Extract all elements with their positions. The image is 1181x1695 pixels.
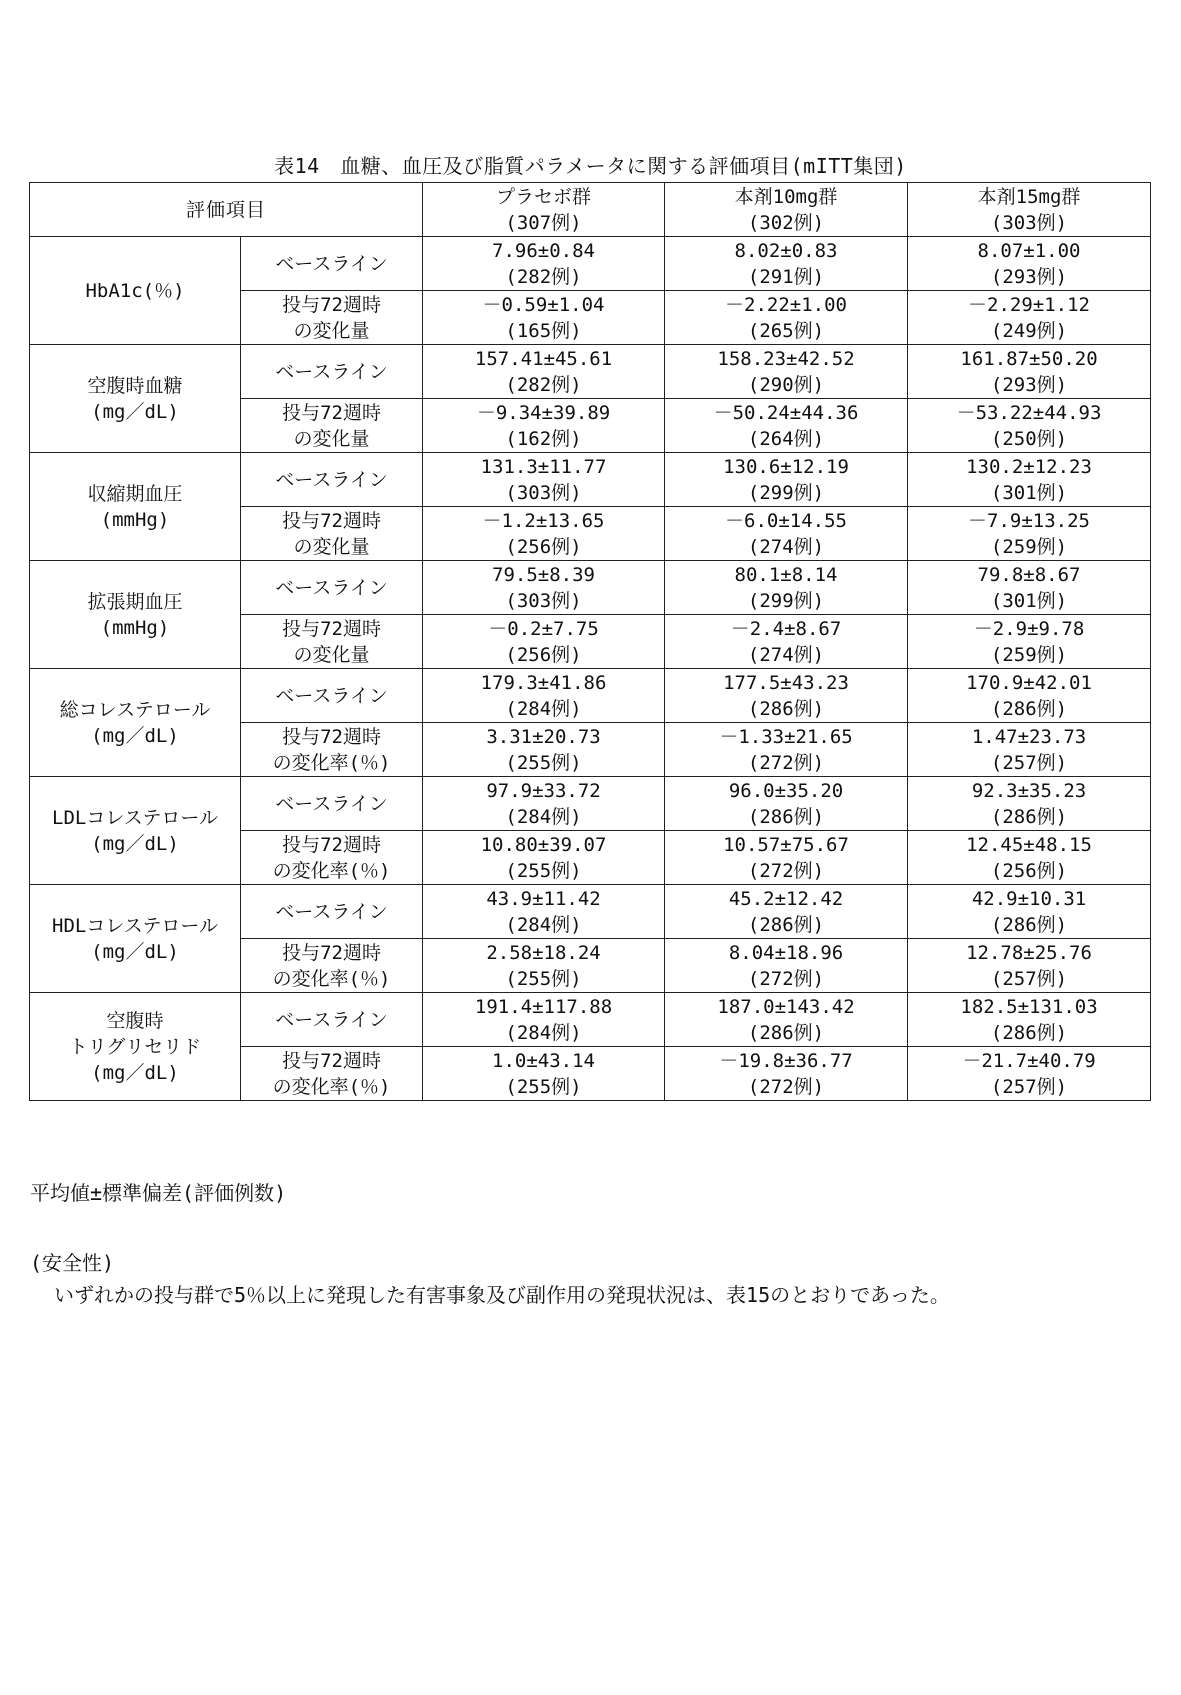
mean-sd-value: 177.5±43.23: [723, 671, 849, 694]
measure-label-line: 投与72週時: [282, 725, 381, 748]
value-cell-10mg: [665, 939, 908, 993]
measure-label-cell: [241, 237, 423, 291]
sample-count: (286例): [747, 805, 825, 828]
sample-count: (299例): [747, 589, 825, 612]
measure-label-line: 投与72週時: [282, 833, 381, 856]
table-caption: 表14 血糖、血圧及び脂質パラメータに関する評価項目(mITT集団): [274, 154, 907, 178]
measure-label-line: 投与72週時: [282, 401, 381, 424]
value-cell-placebo: [423, 1047, 665, 1101]
parameter-name-line: HbA1c(％): [85, 279, 185, 302]
header-10mg-group: 本剤10mg群: [734, 185, 838, 208]
mean-sd-value: －2.4±8.67: [730, 617, 842, 640]
parameter-name-cell: [30, 669, 241, 777]
mean-sd-value: 158.23±42.52: [717, 347, 855, 370]
sample-count: (255例): [505, 751, 582, 774]
mean-sd-value: 130.2±12.23: [966, 455, 1092, 478]
parameter-name-cell: [30, 777, 241, 885]
parameter-name-line: (mmHg): [100, 616, 170, 639]
sample-count: (291例): [747, 265, 825, 288]
mean-sd-value: －1.2±13.65: [482, 509, 605, 532]
measure-label-line: ベースライン: [275, 1008, 388, 1031]
value-cell-15mg: [908, 453, 1151, 507]
mean-sd-value: 10.80±39.07: [480, 833, 607, 856]
parameter-name-cell: [30, 237, 241, 345]
sample-count: (293例): [990, 265, 1068, 288]
sample-count: (257例): [990, 751, 1068, 774]
sample-count: (284例): [505, 805, 582, 828]
value-cell-10mg: [665, 831, 908, 885]
value-cell-15mg: [908, 939, 1151, 993]
sample-count: (284例): [505, 697, 582, 720]
measure-label-line: の変化率(％): [272, 859, 391, 882]
sample-count: (293例): [990, 373, 1068, 396]
header-10mg-n: (302例): [747, 211, 825, 234]
header-15mg-group: 本剤15mg群: [977, 185, 1081, 208]
mean-sd-value: 2.58±18.24: [486, 941, 601, 964]
sample-count: (259例): [990, 643, 1068, 666]
measure-label-line: 投与72週時: [282, 617, 381, 640]
sample-count: (282例): [505, 373, 582, 396]
mean-sd-value: 7.96±0.84: [492, 239, 595, 262]
value-cell-10mg: [665, 399, 908, 453]
parameter-name-line: (mg／dL): [91, 1061, 179, 1084]
value-cell-10mg: [665, 669, 908, 723]
sample-count: (272例): [747, 967, 825, 990]
mean-sd-value: 42.9±10.31: [971, 887, 1087, 910]
value-cell-placebo: [423, 399, 665, 453]
value-cell-placebo: [423, 561, 665, 615]
sample-count: (282例): [505, 265, 582, 288]
measure-label-line: 投与72週時: [282, 293, 381, 316]
sample-count: (165例): [505, 319, 582, 342]
sample-count: (264例): [747, 427, 825, 450]
value-cell-10mg: [665, 561, 908, 615]
sample-count: (274例): [747, 643, 825, 666]
value-cell-placebo: [423, 723, 665, 777]
value-cell-placebo: [423, 345, 665, 399]
value-cell-10mg: [665, 723, 908, 777]
mean-sd-value: 12.45±48.15: [966, 833, 1092, 856]
mean-sd-value: －21.7±40.79: [962, 1049, 1096, 1072]
mean-sd-value: 179.3±41.86: [480, 671, 607, 694]
mean-sd-value: 96.0±35.20: [728, 779, 844, 802]
value-cell-10mg: [665, 453, 908, 507]
measure-label-cell: [241, 993, 423, 1047]
value-cell-placebo: [423, 453, 665, 507]
measure-label-cell: [241, 777, 423, 831]
sample-count: (256例): [990, 859, 1068, 882]
mean-sd-value: 8.04±18.96: [728, 941, 844, 964]
mean-sd-value: 191.4±117.88: [474, 995, 613, 1018]
measure-label-line: ベースライン: [275, 900, 388, 923]
sample-count: (301例): [990, 481, 1068, 504]
sample-count: (286例): [747, 1021, 825, 1044]
sample-count: (249例): [990, 319, 1068, 342]
mean-sd-value: 8.07±1.00: [977, 239, 1081, 262]
sample-count: (272例): [747, 1075, 825, 1098]
header-placebo-group: プラセボ群: [496, 185, 592, 208]
measure-label-cell: [241, 885, 423, 939]
sample-count: (256例): [505, 643, 582, 666]
mean-sd-value: 170.9±42.01: [966, 671, 1092, 694]
sample-count: (272例): [747, 859, 825, 882]
measure-label-cell: [241, 723, 423, 777]
measure-label-cell: [241, 1047, 423, 1101]
mean-sd-value: 45.2±12.42: [728, 887, 844, 910]
value-cell-15mg: [908, 777, 1151, 831]
mean-sd-value: 131.3±11.77: [480, 455, 607, 478]
evaluation-table: [29, 182, 1151, 1101]
mean-sd-value: 43.9±11.42: [486, 887, 601, 910]
value-cell-10mg: [665, 291, 908, 345]
measure-label-cell: [241, 399, 423, 453]
value-cell-15mg: [908, 345, 1151, 399]
sample-count: (265例): [747, 319, 825, 342]
table-header-row: [30, 183, 1151, 237]
mean-sd-value: －19.8±36.77: [719, 1049, 853, 1072]
value-cell-10mg: [665, 777, 908, 831]
measure-label-line: 投与72週時: [282, 509, 381, 532]
mean-sd-value: 79.5±8.39: [492, 563, 595, 586]
table-footnote: 平均値±標準偏差(評価例数): [30, 1181, 287, 1205]
table-row: [30, 993, 1151, 1047]
mean-sd-value: －2.22±1.00: [725, 293, 847, 316]
mean-sd-value: 1.0±43.14: [492, 1049, 595, 1072]
measure-label-cell: [241, 831, 423, 885]
parameter-name-line: (mg／dL): [91, 940, 179, 963]
measure-label-line: の変化率(％): [272, 751, 391, 774]
value-cell-placebo: [423, 885, 665, 939]
sample-count: (162例): [505, 427, 582, 450]
sample-count: (303例): [505, 481, 582, 504]
mean-sd-value: －2.29±1.12: [968, 293, 1090, 316]
value-cell-10mg: [665, 615, 908, 669]
table-row: [30, 345, 1151, 399]
measure-label-line: ベースライン: [275, 792, 388, 815]
table-row: [30, 561, 1151, 615]
header-item: 評価項目: [30, 183, 423, 237]
value-cell-15mg: [908, 399, 1151, 453]
value-cell-10mg: [665, 1047, 908, 1101]
sample-count: (255例): [505, 967, 582, 990]
parameter-name-cell: [30, 885, 241, 993]
parameter-name-line: (mg／dL): [91, 400, 179, 423]
parameter-name-line: (mg／dL): [91, 832, 179, 855]
value-cell-placebo: [423, 615, 665, 669]
measure-label-line: 投与72週時: [282, 941, 381, 964]
measure-label-cell: [241, 561, 423, 615]
parameter-name-cell: [30, 453, 241, 561]
mean-sd-value: 1.47±23.73: [971, 725, 1087, 748]
mean-sd-value: 12.78±25.76: [966, 941, 1092, 964]
parameter-name-cell: [30, 561, 241, 669]
measure-label-line: ベースライン: [275, 252, 388, 275]
parameter-name-line: 空腹時血糖: [87, 374, 183, 397]
value-cell-placebo: [423, 237, 665, 291]
sample-count: (286例): [747, 913, 825, 936]
sample-count: (256例): [505, 535, 582, 558]
sample-count: (274例): [747, 535, 825, 558]
mean-sd-value: －2.9±9.78: [973, 617, 1085, 640]
table-row: [30, 237, 1151, 291]
parameter-name-line: HDLコレステロール: [52, 914, 218, 937]
mean-sd-value: －1.33±21.65: [719, 725, 853, 748]
sample-count: (286例): [747, 697, 825, 720]
header-15mg-n: (303例): [990, 211, 1068, 234]
value-cell-10mg: [665, 345, 908, 399]
value-cell-10mg: [665, 237, 908, 291]
mean-sd-value: －7.9±13.25: [968, 509, 1090, 532]
table-row: [30, 669, 1151, 723]
header-15mg: [908, 183, 1151, 237]
safety-heading: (安全性): [30, 1251, 115, 1275]
parameter-name-line: (mmHg): [100, 508, 170, 531]
measure-label-cell: [241, 345, 423, 399]
mean-sd-value: 157.41±45.61: [474, 347, 613, 370]
mean-sd-value: 182.5±131.03: [960, 995, 1098, 1018]
parameter-name-line: 空腹時: [106, 1009, 164, 1032]
measure-label-line: の変化量: [293, 535, 370, 558]
measure-label-cell: [241, 669, 423, 723]
value-cell-15mg: [908, 615, 1151, 669]
mean-sd-value: －50.24±44.36: [713, 401, 859, 424]
value-cell-placebo: [423, 993, 665, 1047]
measure-label-cell: [241, 507, 423, 561]
sample-count: (286例): [990, 805, 1068, 828]
table-row: [30, 777, 1151, 831]
value-cell-placebo: [423, 939, 665, 993]
value-cell-10mg: [665, 885, 908, 939]
sample-count: (301例): [990, 589, 1068, 612]
measure-label-line: の変化量: [293, 427, 370, 450]
header-placebo-n: (307例): [505, 211, 582, 234]
sample-count: (284例): [505, 913, 582, 936]
parameter-name-line: トリグリセリド: [68, 1035, 202, 1058]
mean-sd-value: －0.59±1.04: [482, 293, 605, 316]
mean-sd-value: 10.57±75.67: [723, 833, 849, 856]
mean-sd-value: －53.22±44.93: [956, 401, 1102, 424]
sample-count: (250例): [990, 427, 1068, 450]
measure-label-line: ベースライン: [275, 576, 388, 599]
mean-sd-value: 3.31±20.73: [486, 725, 601, 748]
sample-count: (255例): [505, 1075, 582, 1098]
measure-label-line: の変化率(％): [272, 1075, 391, 1098]
parameter-name-line: LDLコレステロール: [52, 806, 218, 829]
mean-sd-value: －6.0±14.55: [725, 509, 847, 532]
sample-count: (290例): [747, 373, 825, 396]
sample-count: (284例): [505, 1021, 582, 1044]
value-cell-15mg: [908, 669, 1151, 723]
value-cell-placebo: [423, 777, 665, 831]
measure-label-line: の変化量: [293, 319, 370, 342]
measure-label-cell: [241, 939, 423, 993]
parameter-name-line: 収縮期血圧: [87, 482, 183, 505]
measure-label-cell: [241, 615, 423, 669]
sample-count: (299例): [747, 481, 825, 504]
sample-count: (303例): [505, 589, 582, 612]
value-cell-10mg: [665, 993, 908, 1047]
value-cell-placebo: [423, 291, 665, 345]
sample-count: (259例): [990, 535, 1068, 558]
safety-text: いずれかの投与群で5％以上に発現した有害事象及び副作用の発現状況は、表15のとおりであった。: [54, 1283, 950, 1307]
mean-sd-value: 80.1±8.14: [734, 563, 838, 586]
sample-count: (257例): [990, 967, 1068, 990]
value-cell-placebo: [423, 831, 665, 885]
parameter-name-cell: [30, 993, 241, 1101]
parameter-name-line: 総コレステロール: [59, 698, 211, 721]
value-cell-placebo: [423, 669, 665, 723]
table-row: [30, 885, 1151, 939]
value-cell-15mg: [908, 723, 1151, 777]
header-10mg: [665, 183, 908, 237]
measure-label-line: 投与72週時: [282, 1049, 381, 1072]
sample-count: (286例): [990, 697, 1068, 720]
sample-count: (272例): [747, 751, 825, 774]
mean-sd-value: 161.87±50.20: [960, 347, 1098, 370]
header-placebo: [423, 183, 665, 237]
table-row: [30, 453, 1151, 507]
sample-count: (286例): [990, 1021, 1068, 1044]
value-cell-15mg: [908, 831, 1151, 885]
parameter-name-line: (mg／dL): [91, 724, 179, 747]
mean-sd-value: 79.8±8.67: [977, 563, 1081, 586]
measure-label-line: の変化量: [293, 643, 370, 666]
measure-label-line: ベースライン: [275, 684, 388, 707]
mean-sd-value: －0.2±7.75: [488, 617, 599, 640]
value-cell-15mg: [908, 1047, 1151, 1101]
sample-count: (255例): [505, 859, 582, 882]
measure-label-line: の変化率(％): [272, 967, 391, 990]
mean-sd-value: 130.6±12.19: [723, 455, 849, 478]
sample-count: (257例): [990, 1075, 1068, 1098]
mean-sd-value: 92.3±35.23: [971, 779, 1087, 802]
value-cell-15mg: [908, 885, 1151, 939]
sample-count: (286例): [990, 913, 1068, 936]
value-cell-10mg: [665, 507, 908, 561]
value-cell-15mg: [908, 291, 1151, 345]
parameter-name-line: 拡張期血圧: [87, 590, 183, 613]
mean-sd-value: 187.0±143.42: [717, 995, 855, 1018]
measure-label-cell: [241, 453, 423, 507]
value-cell-15mg: [908, 237, 1151, 291]
value-cell-placebo: [423, 507, 665, 561]
mean-sd-value: 8.02±0.83: [734, 239, 838, 262]
value-cell-15mg: [908, 561, 1151, 615]
measure-label-line: ベースライン: [275, 468, 388, 491]
mean-sd-value: －9.34±39.89: [476, 401, 611, 424]
mean-sd-value: 97.9±33.72: [486, 779, 601, 802]
measure-label-cell: [241, 291, 423, 345]
measure-label-line: ベースライン: [275, 360, 388, 383]
value-cell-15mg: [908, 507, 1151, 561]
value-cell-15mg: [908, 993, 1151, 1047]
parameter-name-cell: [30, 345, 241, 453]
